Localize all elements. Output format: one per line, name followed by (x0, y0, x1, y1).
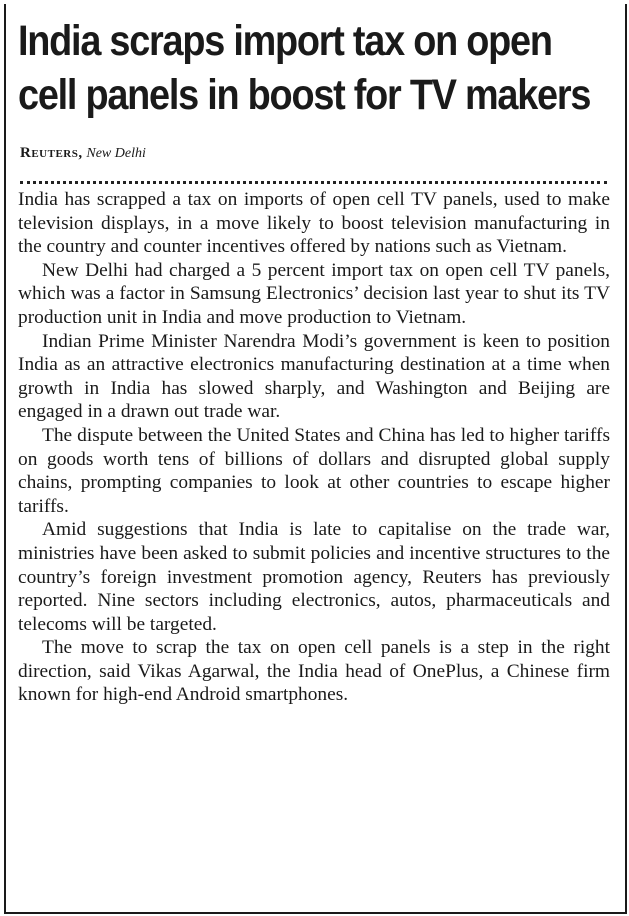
paragraph-3: Indian Prime Minister Narendra Modi’s government is keen to position India as an attractive electronics manufacturing destination at a time when growth in India has slowed sharply, and Washington and Beijing are engaged in a drawn out trade war. (18, 330, 610, 423)
byline-agency: Reuters, (20, 145, 83, 161)
byline (20, 145, 146, 162)
article-headline (18, 14, 591, 122)
left-border-rule (4, 4, 6, 912)
article-body (18, 188, 610, 707)
paragraph-2: New Delhi had charged a 5 percent import tax on open cell TV panels, which was a factor in Samsung Electronics’ decision last year to shut its TV production unit in India and move production to Vietnam. (18, 259, 610, 328)
headline-line-2: cell panels in boost for TV makers (18, 71, 591, 119)
headline-line-1: India scraps import tax on open (18, 17, 552, 65)
paragraph-6: The move to scrap the tax on open cell panels is a step in the right direction, said Vikas Agarwal, the India head of OnePlus, a Chinese firm known for high-end Android smartphones. (18, 637, 610, 706)
paragraph-1: India has scrapped a tax on imports of open cell TV panels, used to make television displays, in a move likely to boost television manufacturing in the country and counter incentives offered by nations such as Vietnam. (18, 189, 610, 258)
paragraph-5: Amid suggestions that India is late to capitalise on the trade war, ministries have been asked to submit policies and incentive structures to the country’s foreign investment promotion agency, Reuters has previously reported. Nine sectors including electronics, autos, pharmaceuticals and telecoms will be targeted. (18, 519, 610, 635)
paragraph-4: The dispute between the United States and China has led to higher tariffs on goods worth tens of billions of dollars and disrupted global supply chains, prompting companies to look at other countries to escape higher tariffs. (18, 424, 610, 517)
right-border-rule (625, 4, 627, 912)
byline-city: New Delhi (86, 146, 146, 161)
bottom-border-rule (4, 912, 627, 914)
dotted-divider (20, 181, 607, 184)
